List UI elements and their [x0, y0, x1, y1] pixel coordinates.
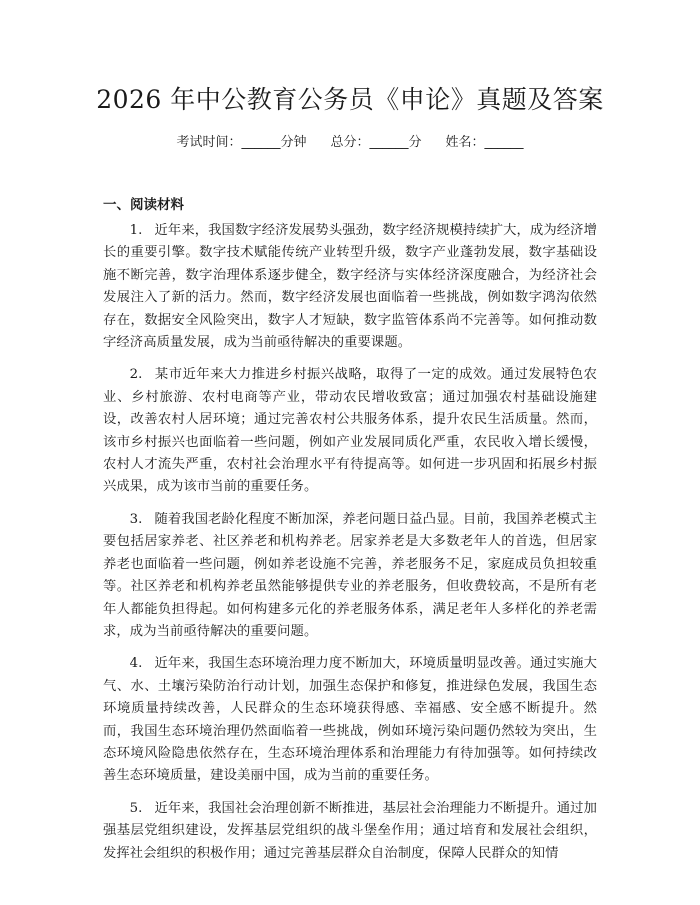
- paragraph-number: 2.: [129, 367, 143, 383]
- material-paragraph: [103, 653, 597, 787]
- paragraph-number: 5.: [129, 800, 143, 816]
- paragraph-number: 3.: [129, 511, 143, 527]
- material-paragraph: [103, 364, 597, 498]
- total-score-field: 总分：______分: [330, 135, 422, 150]
- paragraph-number: 4.: [129, 656, 143, 672]
- paragraph-text: 随着我国老龄化程度不断加深，养老问题日益凸显。目前，我国养老模式主要包括居家养老、社区养老和机构养老。居家养老是大多数老年人的首选，但居家养老也面临着一些问题，例如养老设施不完善，养老服务不足，家庭成员负担较重等。社区养老和机构养老虽然能够提供专业的养老服务，但收费较高，不是所有老年人都能负担得起。如何构建多元化的养老服务体系，满足老年人多样化的养老需求，成为当前亟待解决的重要问题。: [103, 511, 597, 639]
- section-heading: 一、阅读材料: [103, 197, 184, 213]
- material-paragraph: [103, 220, 597, 354]
- exam-time-field: 考试时间：______分钟: [176, 135, 307, 150]
- paragraph-number: 1.: [129, 223, 143, 238]
- paragraph-text: 近年来，我国生态环境治理力度不断加大，环境质量明显改善。通过实施大气、水、土壤污染防治行动计划，加强生态保护和修复，推进绿色发展，我国生态环境质量持续改善，人民群众的生态环境获得感、幸福感、安全感不断提升。然而，我国生态环境治理仍然面临着一些挑战，例如环境污染问题仍然较为突出，生态环境风险隐患依然存在，生态环境治理体系和治理能力有待加强等。如何持续改善生态环境质量，建设美丽中国，成为当前的重要任务。: [103, 656, 597, 784]
- paragraph-text: 某市近年来大力推进乡村振兴战略，取得了一定的成效。通过发展特色农业、乡村旅游、农村电商等产业，带动农民增收致富；通过加强农村基础设施建设，改善农村人居环境；通过完善农村公共服务体系，提升农民生活质量。然而，该市乡村振兴也面临着一些问题，例如产业发展同质化严重，农民收入增长缓慢，农村人才流失严重，农村社会治理水平有待提高等。如何进一步巩固和拓展乡村振兴成果，成为该市当前的重要任务。: [103, 367, 597, 495]
- paragraph-text: 近年来，我国数字经济发展势头强劲，数字经济规模持续扩大，成为经济增长的重要引擎。数字技术赋能传统产业转型升级，数字产业蓬勃发展，数字基础设施不断完善，数字治理体系逐步健全，数字经济与实体经济深度融合，为经济社会发展注入了新的活力。然而，数字经济发展也面临着一些挑战，例如数字鸿沟依然存在，数据安全风险突出，数字人才短缺，数字监管体系尚不完善等。如何推动数字经济高质量发展，成为当前亟待解决的重要课题。: [103, 223, 597, 351]
- name-field: 姓名：______: [445, 135, 524, 150]
- material-paragraph: [103, 798, 597, 865]
- exam-info-line: [0, 131, 700, 150]
- paragraph-text: 近年来，我国社会治理创新不断推进，基层社会治理能力不断提升。通过加强基层党组织建设，发挥基层党组织的战斗堡垒作用；通过培育和发展社会组织，发挥社会组织的积极作用；通过完善基层群众自治制度，保障人民群众的知情: [103, 800, 597, 861]
- document-title: 2026 年中公教育公务员《申论》真题及答案: [96, 85, 604, 114]
- material-paragraph: [103, 509, 597, 643]
- reading-material: [103, 220, 597, 875]
